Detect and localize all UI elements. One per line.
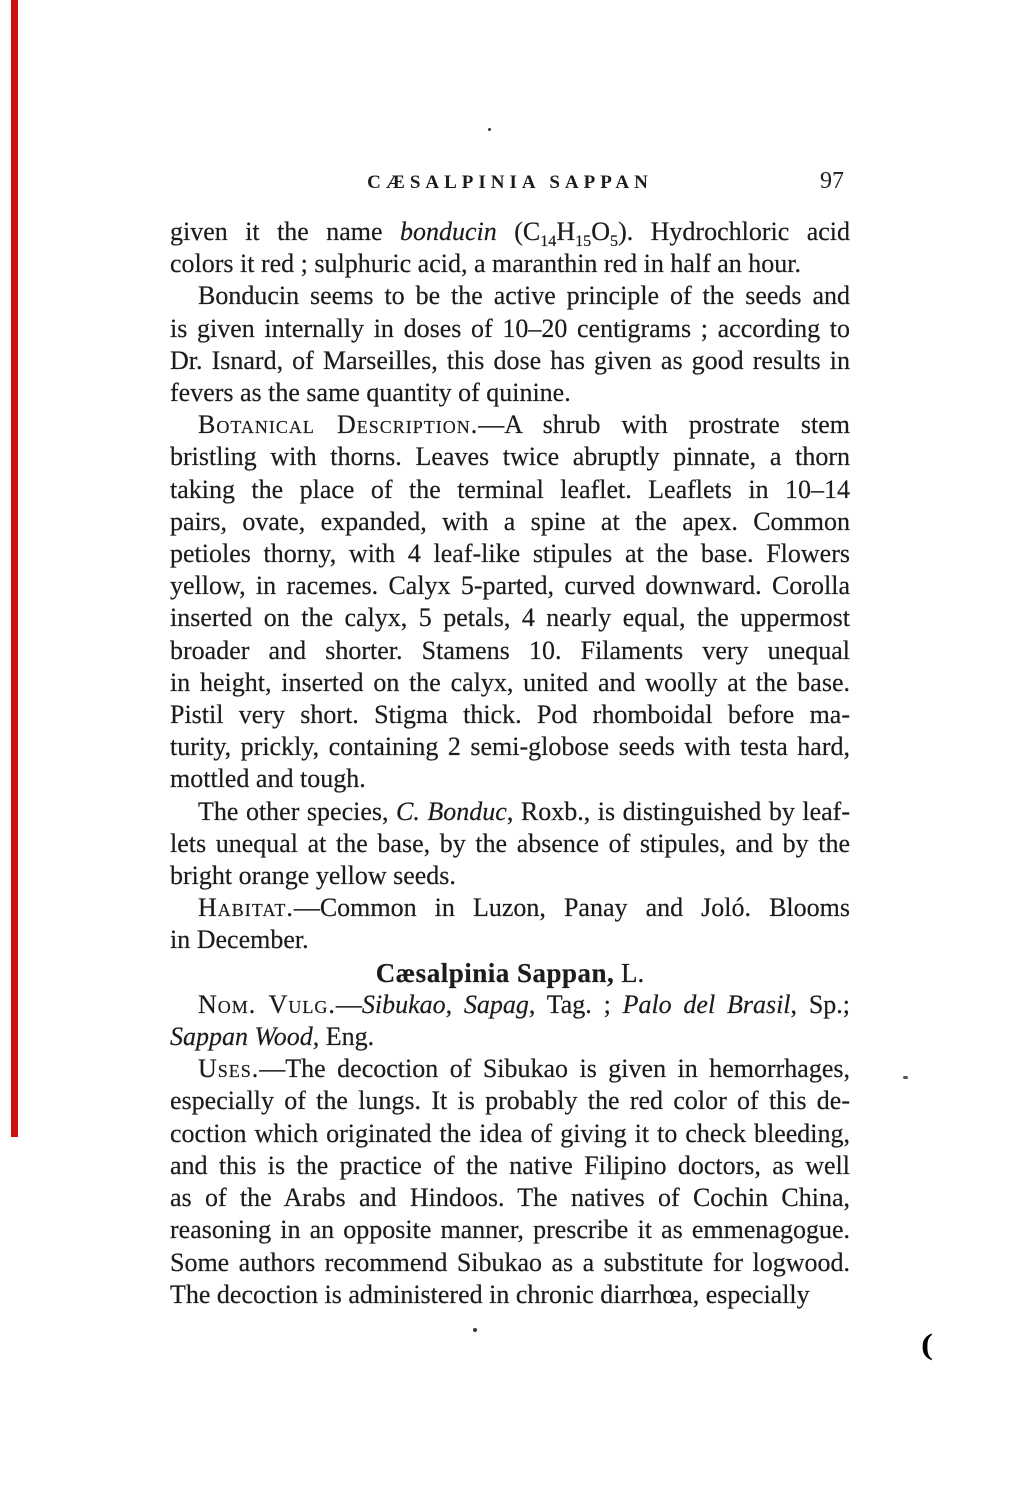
text-line bbox=[170, 409, 850, 441]
paragraph bbox=[170, 1053, 850, 1311]
text-line bbox=[170, 313, 850, 345]
text-segment: Palo del Brasil bbox=[622, 989, 791, 1019]
paragraph bbox=[170, 409, 850, 795]
page-number: 97 bbox=[820, 168, 844, 194]
text-line bbox=[170, 441, 850, 473]
text-line bbox=[170, 1279, 850, 1311]
text-line bbox=[170, 667, 850, 699]
text-segment: Botanical Description. bbox=[198, 410, 479, 440]
text-segment: O bbox=[591, 217, 610, 246]
text-line bbox=[170, 892, 850, 924]
text-line bbox=[170, 1021, 850, 1053]
text-segment: pairs, ovate, expanded, with a spine at the apex. Common bbox=[170, 506, 850, 536]
text-segment: ). Hydrochloric acid bbox=[618, 217, 851, 246]
text-segment: 14 bbox=[540, 233, 557, 251]
text-segment: , Roxb., is distinguished by leaf- bbox=[506, 796, 850, 826]
text-segment: broader and shorter. Stamens 10. Filaments very unequal bbox=[170, 635, 850, 665]
scan-speck bbox=[903, 1076, 908, 1079]
text-segment: as of the Arabs and Hindoos. The natives of Cochin China, bbox=[170, 1183, 850, 1213]
text-segment: reasoning in an opposite manner, prescribe it as emmenagogue. bbox=[170, 1215, 850, 1245]
text-block bbox=[170, 216, 850, 1311]
text-line bbox=[170, 796, 850, 828]
text-segment: lets unequal at the base, by the absence of stipules, and by the bbox=[170, 828, 850, 858]
running-head-title: CÆSALPINIA SAPPAN bbox=[367, 172, 653, 193]
text-segment: fevers as the same quantity of quinine. bbox=[170, 378, 571, 408]
text-segment: Eng. bbox=[319, 1022, 375, 1052]
text-segment: especially of the lungs. It is probably the red color of this de- bbox=[170, 1086, 850, 1116]
species-heading-bold: Cæsalpinia Sappan, bbox=[375, 957, 615, 988]
text-segment: in height, inserted on the calyx, united and woolly at the base. bbox=[170, 667, 850, 697]
text-segment: Sappan Wood, bbox=[170, 1022, 320, 1052]
text-segment: 15 bbox=[575, 233, 592, 251]
text-line bbox=[170, 570, 850, 602]
text-line bbox=[170, 248, 850, 280]
text-segment: Dr. Isnard, of Marseilles, this dose has given as good results in bbox=[170, 345, 850, 375]
text-line bbox=[170, 763, 850, 795]
text-segment: The decoction is administered in chronic diarrhœa, especially bbox=[170, 1279, 810, 1309]
paragraph bbox=[170, 216, 850, 280]
text-line bbox=[170, 602, 850, 634]
text-line bbox=[170, 474, 850, 506]
text-segment: bright orange yellow seeds. bbox=[170, 861, 456, 891]
text-line bbox=[170, 635, 850, 667]
scan-edge-red-line bbox=[11, 0, 18, 1137]
text-segment: coction which originated the idea of giving it to check bleeding, bbox=[170, 1118, 850, 1148]
text-segment: 5 bbox=[610, 233, 619, 251]
paragraph bbox=[170, 989, 850, 1053]
species-heading bbox=[170, 957, 850, 989]
text-segment: , Sp.; bbox=[790, 989, 850, 1019]
text-line bbox=[170, 1118, 850, 1150]
text-line bbox=[170, 699, 850, 731]
text-segment: Habitat. bbox=[198, 893, 294, 923]
text-segment: —Common in Luzon, Panay and Joló. Blooms bbox=[293, 893, 850, 923]
text-line bbox=[170, 1214, 850, 1246]
text-segment: Bonducin seems to be the active principle of the seeds and bbox=[198, 281, 850, 311]
text-line bbox=[170, 1053, 850, 1085]
text-segment: (C bbox=[496, 217, 541, 246]
text-segment: inserted on the calyx, 5 petals, 4 nearly equal, the uppermost bbox=[170, 603, 850, 633]
text-segment: Some authors recommend Sibukao as a substitute for logwood. bbox=[170, 1247, 850, 1277]
text-line bbox=[170, 828, 850, 860]
text-line bbox=[170, 1182, 850, 1214]
text-segment: Sibukao, Sapag bbox=[361, 989, 529, 1019]
running-head bbox=[170, 168, 850, 202]
text-segment: Uses. bbox=[198, 1054, 260, 1084]
scan-speck bbox=[473, 1328, 477, 1332]
text-line bbox=[170, 345, 850, 377]
text-line bbox=[170, 216, 851, 251]
text-line bbox=[170, 731, 850, 763]
text-segment: in December. bbox=[170, 925, 309, 955]
text-segment: and this is the practice of the native Filipino doctors, as well bbox=[170, 1150, 850, 1180]
text-line bbox=[170, 860, 850, 892]
scan-speck bbox=[488, 128, 491, 131]
text-line bbox=[170, 280, 850, 312]
scan-corner-mark: ( bbox=[921, 1328, 933, 1361]
text-segment: given it the name bbox=[170, 217, 401, 246]
text-segment: mottled and tough. bbox=[170, 764, 366, 794]
paragraph bbox=[170, 892, 850, 956]
text-segment: taking the place of the terminal leaflet. Leaflets in 10–14 bbox=[170, 474, 850, 504]
species-heading-author: L. bbox=[614, 957, 645, 988]
paragraph bbox=[170, 796, 850, 893]
text-line bbox=[170, 924, 850, 956]
text-line bbox=[170, 989, 850, 1021]
text-segment: C. Bonduc bbox=[396, 796, 507, 826]
text-segment: bristling with thorns. Leaves twice abruptly pinnate, a thorn bbox=[170, 442, 850, 472]
text-segment: Nom. Vulg. bbox=[198, 989, 336, 1019]
text-segment: is given internally in doses of 10–20 centigrams ; according to bbox=[170, 313, 850, 343]
text-segment: colors it red ; sulphuric acid, a maranthin red in half an hour. bbox=[170, 249, 802, 279]
text-segment: — bbox=[335, 989, 362, 1019]
text-segment: The other species, bbox=[198, 796, 397, 826]
text-line bbox=[170, 1150, 850, 1182]
text-segment: —A shrub with prostrate stem bbox=[478, 410, 850, 440]
text-segment: turity, prickly, containing 2 semi-globose seeds with testa hard, bbox=[170, 732, 850, 762]
text-line bbox=[170, 506, 850, 538]
text-line bbox=[170, 377, 850, 409]
paragraph bbox=[170, 280, 850, 409]
text-segment: H bbox=[556, 217, 576, 246]
text-segment: yellow, in racemes. Calyx 5-parted, curved downward. Corolla bbox=[170, 571, 850, 601]
text-line bbox=[170, 1085, 850, 1117]
text-segment: , Tag. ; bbox=[528, 989, 623, 1019]
text-segment: Pistil very short. Stigma thick. Pod rhomboidal before ma- bbox=[170, 700, 850, 730]
text-segment: bonducin bbox=[400, 217, 497, 246]
text-segment: petioles thorny, with 4 leaf-like stipules at the base. Flowers bbox=[170, 539, 850, 569]
text-line bbox=[170, 538, 850, 570]
text-segment: —The decoction of Sibukao is given in hemorrhages, bbox=[259, 1054, 850, 1084]
text-line bbox=[170, 1247, 850, 1279]
